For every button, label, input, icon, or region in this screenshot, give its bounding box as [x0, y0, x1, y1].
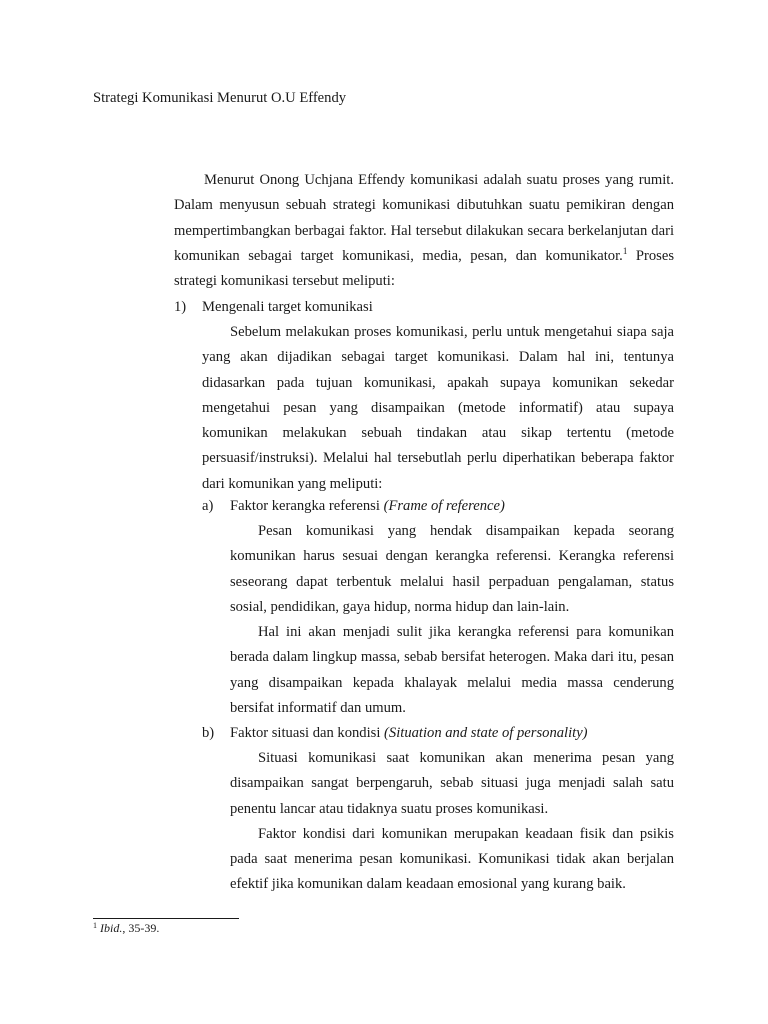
sub-a-body [230, 519, 674, 721]
paragraph-text: Pesan komunikasi yang hendak disampaikan kepada seorang komunikan harus sesuai dengan kerangka referensi. Kerangka referensi seseorang dapat terbentuk melalui hasil perpaduan pengalaman, status sosial, pendidikan, gaya hidup, norma hidup dan lain-lain. [230, 523, 674, 615]
sub-b-body [230, 746, 674, 898]
intro-text-continued: Proses strategi komunikasi tersebut meliputi: [174, 247, 674, 289]
paragraph-text: Faktor kondisi dari komunikan merupakan keadaan fisik dan psikis pada saat menerima pesan komunikasi. Komunikasi tidak akan berjalan efektif jika komunikan dalam keadaan emosional yang kurang baik. [230, 825, 674, 893]
footnote-ibid: Ibid. [100, 921, 123, 935]
sub-item-letter: b) [202, 725, 215, 741]
footnote-marker: 1 [93, 921, 97, 930]
sub-item-heading-italic: (Situation and state of personality) [384, 725, 588, 741]
footnote [93, 921, 159, 935]
list-item-number: 1) [174, 299, 187, 315]
footnote-pages: , 35-39. [122, 921, 160, 935]
intro-paragraph [174, 168, 674, 294]
list-item-heading: Mengenali target komunikasi [202, 299, 373, 315]
sub-item-heading: Faktor situasi dan kondisi [230, 725, 385, 741]
item1-paragraph [202, 320, 674, 497]
paragraph-text: Hal ini akan menjadi sulit jika kerangka referensi para komunikan berada dalam lingkup massa, sebab bersifat heterogen. Maka dari itu, pesan yang disampaikan kepada khalayak melalui media massa cenderung bersifat informatif dan umum. [230, 624, 674, 716]
sub-item-heading: Faktor kerangka referensi [230, 498, 384, 514]
intro-text: Menurut Onong Uchjana Effendy komunikasi adalah suatu proses yang rumit. Dalam menyusun sebuah strategi komunikasi dibutuhkan suatu pemikiran dengan mempertimbangkan berbagai faktor. Hal tersebut dilakukan secara berkelanjutan dari komunikan sebagai target komunikasi, media, pesan, dan komunikator. [174, 172, 674, 264]
sub-item-heading-italic: (Frame of reference) [383, 498, 505, 514]
sub-item-letter: a) [202, 498, 214, 514]
paragraph-text: Sebelum melakukan proses komunikasi, perlu untuk mengetahui siapa saja yang akan dijadikan sebagai target komunikasi. Dalam hal ini, tentunya didasarkan pada tujuan komunikasi, apakah supaya komunikan sekedar mengetahui pesan yang disampaikan (metode informatif) atau supaya komunikan melakukan sebuah tindakan atau sikap tertentu (metode persuasif/instruksi). Melalui hal tersebutlah perlu diperhatikan beberapa faktor dari komunikan yang meliputi: [202, 324, 674, 492]
paragraph-text: Situasi komunikasi saat komunikan akan menerima pesan yang disampaikan sangat berpengaruh, sebab situasi juga menjadi salah satu penentu lancar atau tidaknya suatu proses komunikasi. [230, 750, 674, 817]
document-title: Strategi Komunikasi Menurut O.U Effendy [93, 90, 347, 106]
footnote-reference[interactable]: 1 [622, 245, 628, 256]
footnote-separator [93, 918, 239, 919]
